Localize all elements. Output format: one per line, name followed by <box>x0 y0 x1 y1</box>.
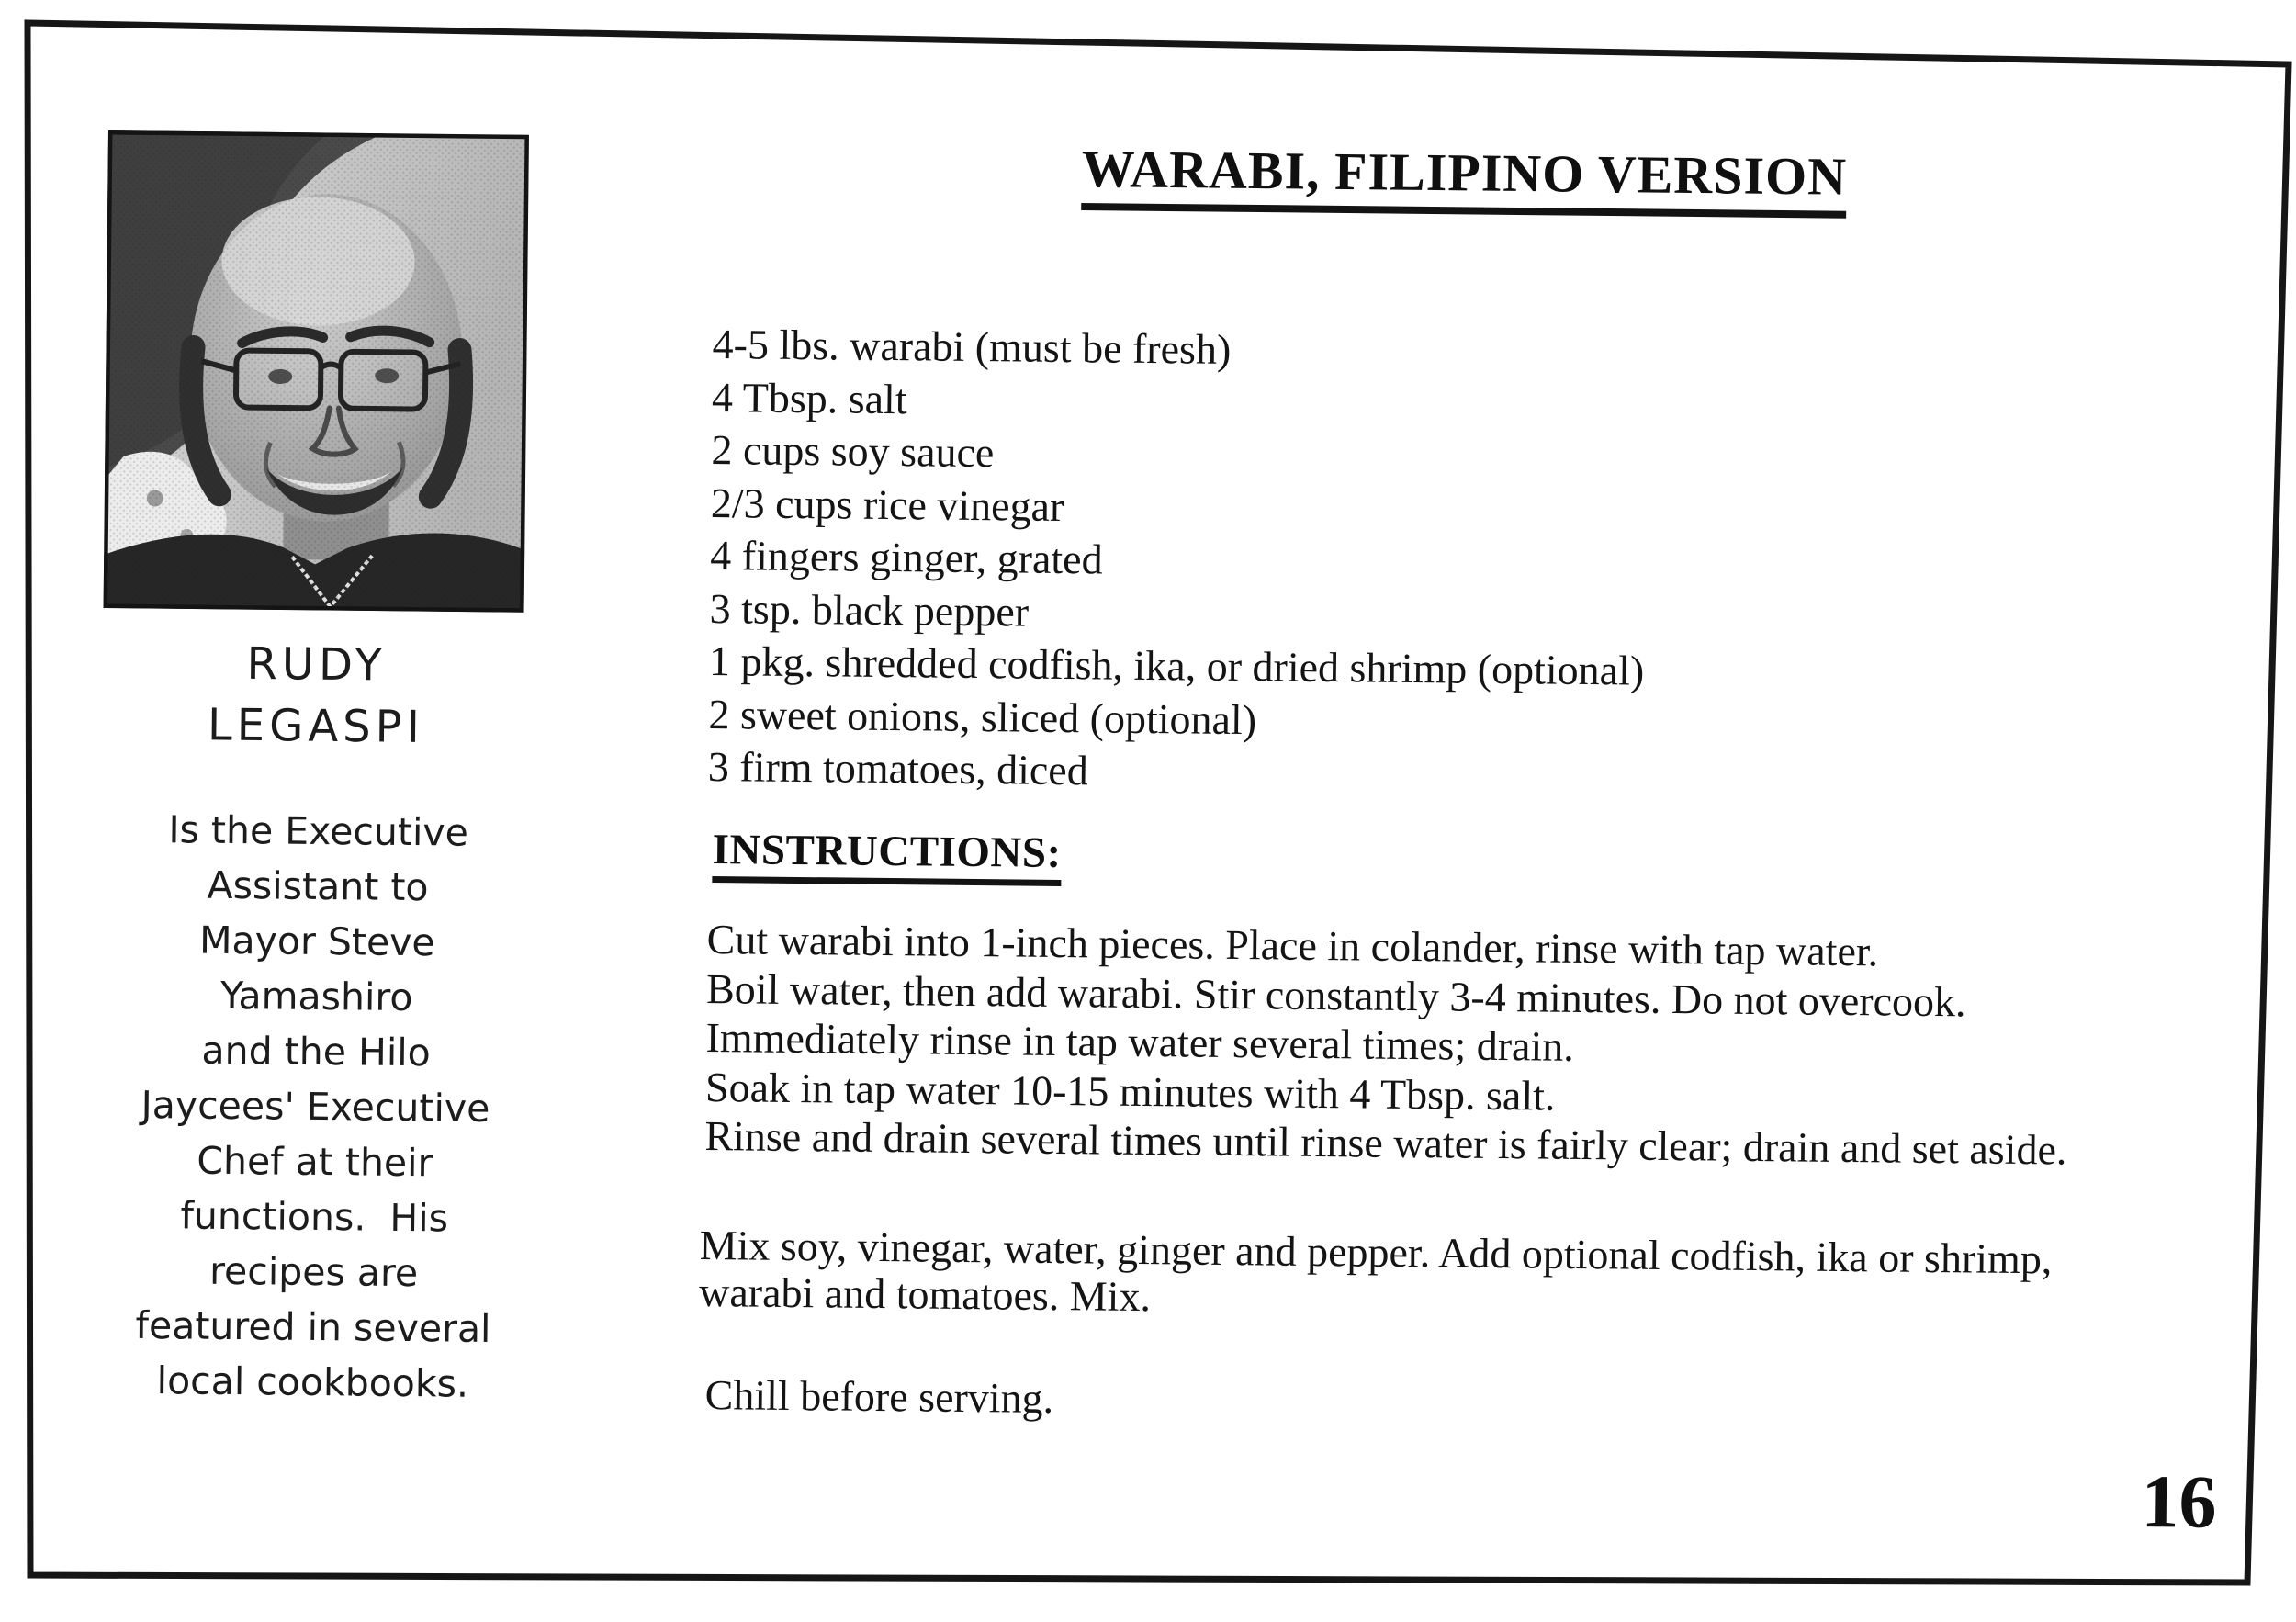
chef-bio-line: local cookbooks. <box>156 1358 469 1406</box>
instructions-heading-text: INSTRUCTIONS: <box>712 826 1062 886</box>
ingredient-line: 4-5 lbs. warabi (must be fresh) <box>712 320 1232 373</box>
chef-portrait <box>104 130 529 613</box>
chef-bio <box>51 801 580 1413</box>
ingredient-line: 3 tsp. black pepper <box>709 584 1030 636</box>
instruction-step-line: Rinse and drain several times until rinse water is fairly clear; drain and set aside. <box>704 1111 2067 1174</box>
page-number: 16 <box>2141 1459 2217 1544</box>
ingredient-line: 4 fingers ginger, grated <box>710 531 1103 583</box>
chef-bio-line: Chef at their <box>197 1138 433 1186</box>
chef-portrait-image <box>104 130 529 613</box>
recipe-title <box>1081 138 1847 208</box>
instructions-heading <box>712 825 1062 878</box>
chef-bio-line: Yamashiro <box>219 973 413 1020</box>
instruction-step-line: Boil water, then add warabi. Stir constantly 3-4 minutes. Do not overcook. <box>705 964 1966 1025</box>
ingredient-line: 4 Tbsp. salt <box>711 373 907 422</box>
chef-bio-line: Jaycees' Executive <box>141 1082 490 1131</box>
mix-paragraph-line: warabi and tomatoes. Mix. <box>698 1267 1152 1321</box>
ingredient-list <box>708 318 1649 803</box>
chef-bio-line: recipes are <box>208 1248 419 1296</box>
mix-paragraph-line: Mix soy, vinegar, water, ginger and pepper. Add optional codfish, ika or shrimp, <box>699 1222 2053 1283</box>
chill-note: Chill before serving. <box>704 1371 1054 1422</box>
chef-name <box>82 632 551 760</box>
ingredient-line: 1 pkg. shredded codfish, ika, or dried shrimp (optional) <box>708 636 1645 694</box>
ingredient-line: 2 sweet onions, sliced (optional) <box>708 690 1257 743</box>
recipe-title-text: WARABI, FILIPINO VERSION <box>1081 139 1847 219</box>
chef-bio-line: functions. His <box>180 1193 449 1241</box>
instruction-step-line: Cut warabi into 1-inch pieces. Place in colander, rinse with tap water. <box>706 915 1879 975</box>
chef-bio-line: Assistant to <box>207 862 429 910</box>
chef-name-line2: LEGASPI <box>207 699 425 753</box>
chef-bio-line: Mayor Steve <box>198 918 435 965</box>
mix-paragraph <box>699 1222 2053 1329</box>
ingredient-line: 2/3 cups rice vinegar <box>710 479 1064 530</box>
ingredient-line: 3 firm tomatoes, diced <box>707 742 1089 794</box>
ingredient-line: 2 cups soy sauce <box>711 425 995 477</box>
chef-bio-line: and the Hilo <box>201 1028 431 1076</box>
chef-bio-line: featured in several <box>135 1302 491 1351</box>
chef-name-line1: RUDY <box>246 637 387 692</box>
chef-bio-line: Is the Executive <box>168 807 469 855</box>
instruction-steps <box>704 915 2069 1175</box>
instruction-step-line: Soak in tap water 10-15 minutes with 4 Tbsp. salt. <box>704 1063 1556 1120</box>
instruction-step-line: Immediately rinse in tap water several times; drain. <box>705 1013 1575 1070</box>
